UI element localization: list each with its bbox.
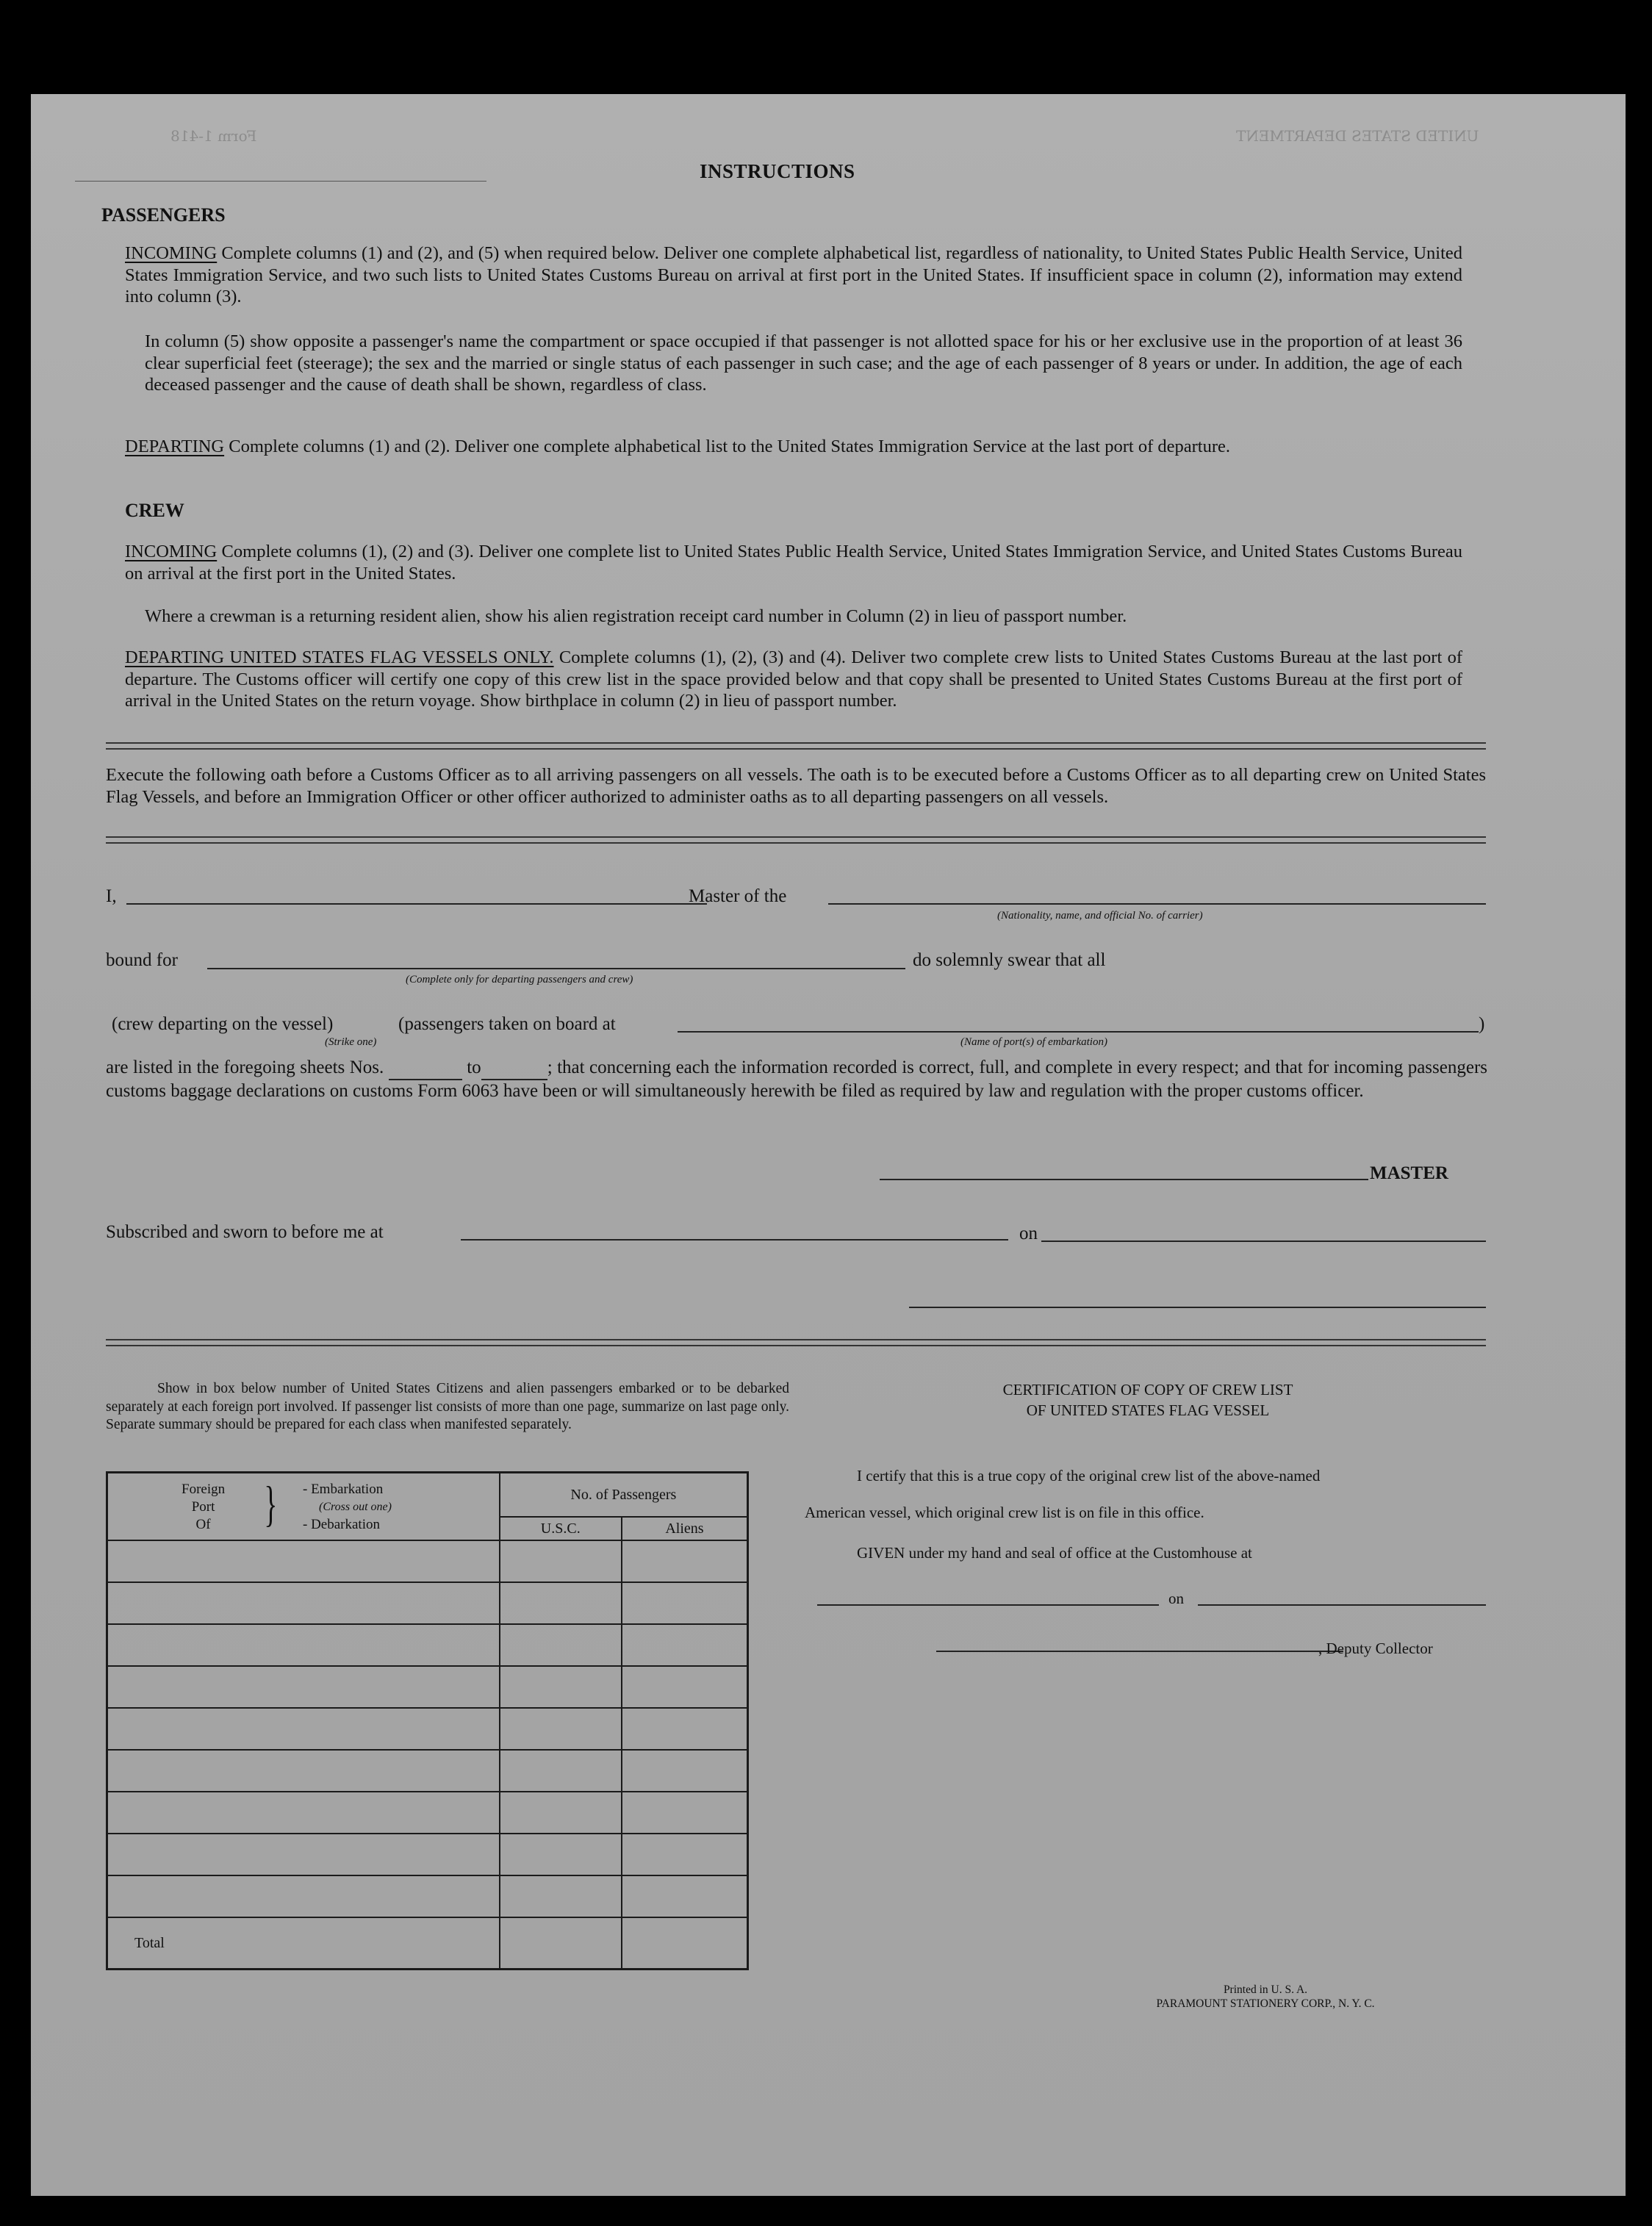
port-cell[interactable] bbox=[107, 1540, 500, 1582]
passengers-departing-paragraph bbox=[125, 436, 1462, 458]
bleed-through-left: Form 1-418 bbox=[170, 127, 257, 145]
usc-cell[interactable] bbox=[500, 1708, 622, 1750]
passengers-departing-label: DEPARTING bbox=[125, 437, 225, 456]
cert-on-label: on bbox=[1168, 1590, 1184, 1607]
usc-total-cell[interactable] bbox=[500, 1917, 622, 1970]
listed-sheets-text-b: ; that concerning each the information recorded is correct, full, and complete in every respect; and that for incoming passengers customs baggage declarations on customs Form 6063 have been or will simultaneously herewith be filed as required by law and regulation with the proper customs officer. bbox=[106, 1058, 1487, 1101]
ports-note: (Name of port(s) of embarkation) bbox=[960, 1036, 1107, 1048]
page-title: INSTRUCTIONS bbox=[700, 160, 855, 182]
passengers-column5-paragraph: In column (5) show opposite a passenger's name the compartment or space occupied if that passenger is not allotted space for his or her exclusive use in the proportion of at least 36 clear superficial feet (steerage); the sex and the married or single status of each passenger in such case; and the age of each passenger of 8 years or under. In addition, the age of each deceased passenger and the cause of death shall be shown, regardless of class. bbox=[145, 331, 1462, 395]
table-row bbox=[107, 1666, 748, 1708]
brace-icon: } bbox=[264, 1476, 278, 1532]
port-cell[interactable] bbox=[107, 1792, 500, 1834]
listed-sheets-paragraph bbox=[106, 1057, 1487, 1102]
passengers-incoming-text: Complete columns (1) and (2), and (5) when required below. Deliver one complete alphabetical list, regardless of nationality, to United States Public Health Service, United States Immigration Service, and two such lists to United States Customs Bureau on arrival at first port in the United States. If insufficient space in column (2), information may extend into column (3). bbox=[125, 243, 1462, 306]
crew-incoming-paragraph bbox=[125, 541, 1462, 584]
oath-intro: Execute the following oath before a Customs Officer as to all arriving passengers on all vessels. The oath is to be executed before a Customs Officer as to all departing crew on United States Flag Vessels, and before an Immigration Officer or other officer authorized to administer oaths as to all departing passengers on all vessels. bbox=[106, 765, 1486, 807]
crew-incoming-label: INCOMING bbox=[125, 542, 218, 561]
listed-sheets-text-a: are listed in the foregoing sheets Nos. bbox=[106, 1058, 384, 1077]
crew-departing-text: Complete columns (1), (2), (3) and (4). Deliver two complete crew lists to United States Customs Bureau at the last port of departure. The Customs officer will certify one copy of this crew list in the space provided below and that copy shall be presented to United States Customs Bureau at the first port of arrival in the United States on the return voyage. Show birthplace in column (2) in lieu of passport number. bbox=[125, 647, 1462, 711]
passengers-incoming-paragraph bbox=[125, 243, 1462, 308]
sworn-on-label: on bbox=[1019, 1224, 1038, 1243]
passengers-taken-option[interactable]: (passengers taken on board at bbox=[398, 1014, 616, 1034]
table-row bbox=[107, 1834, 748, 1875]
passengers-departing-text: Complete columns (1) and (2). Deliver one complete alphabetical list to the United States Immigration Service at the last port of departure. bbox=[224, 437, 1230, 456]
table-row bbox=[107, 1875, 748, 1917]
sheet-from-field[interactable] bbox=[389, 1057, 462, 1080]
deputy-collector-signature-field[interactable] bbox=[936, 1651, 1343, 1652]
master-name-field[interactable] bbox=[126, 903, 707, 905]
crew-departing-option[interactable]: (crew departing on the vessel) bbox=[112, 1014, 334, 1034]
aliens-cell[interactable] bbox=[622, 1750, 748, 1792]
master-signature-label: MASTER bbox=[1370, 1163, 1448, 1183]
table-row bbox=[107, 1750, 748, 1792]
passenger-summary-table bbox=[106, 1471, 749, 1970]
aliens-cell[interactable] bbox=[622, 1875, 748, 1917]
close-paren: ) bbox=[1479, 1014, 1485, 1034]
crew-departing-paragraph bbox=[125, 647, 1462, 712]
usc-cell[interactable] bbox=[500, 1582, 622, 1624]
listed-to-label: to bbox=[467, 1058, 481, 1077]
sheet-to-field[interactable] bbox=[481, 1057, 547, 1080]
no-passengers-header: No. of Passengers bbox=[500, 1473, 748, 1518]
crew-resident-paragraph: Where a crewman is a returning resident alien, show his alien registration receipt card number in Column (2) in lieu of passport number. bbox=[145, 606, 1127, 626]
officer-signature-field[interactable] bbox=[909, 1307, 1486, 1308]
usc-cell[interactable] bbox=[500, 1834, 622, 1875]
port-cell[interactable] bbox=[107, 1834, 500, 1875]
section-divider-2 bbox=[106, 836, 1486, 844]
sworn-location-field[interactable] bbox=[461, 1239, 1008, 1241]
port-cell[interactable] bbox=[107, 1666, 500, 1708]
port-header-cell bbox=[107, 1473, 500, 1541]
passengers-heading: PASSENGERS bbox=[101, 204, 226, 226]
section-divider-1 bbox=[106, 742, 1486, 750]
bound-for-note: (Complete only for departing passengers and crew) bbox=[406, 974, 633, 985]
carrier-field[interactable] bbox=[828, 903, 1486, 905]
strike-one-note: (Strike one) bbox=[325, 1036, 377, 1048]
aliens-cell[interactable] bbox=[622, 1624, 748, 1666]
table-row bbox=[107, 1708, 748, 1750]
aliens-cell[interactable] bbox=[622, 1540, 748, 1582]
bleed-through-right: UNITED STATES DEPARTMENT bbox=[1236, 127, 1479, 145]
crew-departing-label: DEPARTING UNITED STATES FLAG VESSELS ONLY. bbox=[125, 647, 554, 667]
port-cell[interactable] bbox=[107, 1875, 500, 1917]
swear-label: do solemnly swear that all bbox=[913, 950, 1106, 970]
aliens-cell[interactable] bbox=[622, 1666, 748, 1708]
crew-heading: CREW bbox=[125, 500, 184, 521]
bound-for-field[interactable] bbox=[207, 968, 905, 969]
embark-debark-label: - Embarkation (Cross out one) - Debarkation bbox=[303, 1482, 392, 1532]
oath-i-label: I, bbox=[106, 886, 117, 906]
aliens-total-cell[interactable] bbox=[622, 1917, 748, 1970]
certification-title: CERTIFICATION OF COPY OF CREW LIST OF UNITED STATES FLAG VESSEL bbox=[1002, 1381, 1293, 1419]
deputy-collector-label: , Deputy Collector bbox=[1318, 1640, 1433, 1657]
crew-incoming-text: Complete columns (1), (2) and (3). Deliver one complete list to United States Public Health Service, United States Immigration Service, and United States Customs Bureau on arrival at the first port in the United States. bbox=[125, 542, 1462, 584]
aliens-header: Aliens bbox=[622, 1517, 748, 1540]
usc-cell[interactable] bbox=[500, 1750, 622, 1792]
usc-cell[interactable] bbox=[500, 1624, 622, 1666]
table-row bbox=[107, 1582, 748, 1624]
subscribed-label: Subscribed and sworn to before me at bbox=[106, 1222, 384, 1242]
total-row bbox=[107, 1917, 748, 1970]
sworn-date-field[interactable] bbox=[1041, 1241, 1486, 1242]
port-cell[interactable] bbox=[107, 1750, 500, 1792]
passengers-incoming-label: INCOMING bbox=[125, 243, 218, 263]
table-row bbox=[107, 1792, 748, 1834]
foreign-port-of-label: Foreign Port Of bbox=[182, 1482, 226, 1532]
certify-line-2: American vessel, which original crew list is on file in this office. bbox=[805, 1504, 1204, 1521]
port-cell[interactable] bbox=[107, 1582, 500, 1624]
table-row bbox=[107, 1540, 748, 1582]
usc-cell[interactable] bbox=[500, 1666, 622, 1708]
cert-date-field[interactable] bbox=[1198, 1604, 1486, 1606]
ports-embarkation-field[interactable] bbox=[678, 1031, 1479, 1033]
aliens-cell[interactable] bbox=[622, 1834, 748, 1875]
aliens-cell[interactable] bbox=[622, 1708, 748, 1750]
given-under-hand: GIVEN under my hand and seal of office at the Customhouse at bbox=[857, 1544, 1252, 1562]
aliens-cell[interactable] bbox=[622, 1792, 748, 1834]
customhouse-field[interactable] bbox=[817, 1604, 1159, 1606]
certify-line-1: I certify that this is a true copy of the original crew list of the above-named bbox=[857, 1467, 1321, 1484]
usc-cell[interactable] bbox=[500, 1792, 622, 1834]
total-label: Total bbox=[107, 1917, 500, 1970]
printer-imprint: Printed in U. S. A. PARAMOUNT STATIONERY CORP., N. Y. C. bbox=[1156, 1983, 1375, 2010]
carrier-note: (Nationality, name, and official No. of carrier) bbox=[997, 910, 1203, 922]
usc-header: U.S.C. bbox=[500, 1517, 622, 1540]
port-cell[interactable] bbox=[107, 1624, 500, 1666]
summary-instructions: Show in box below number of United States Citizens and alien passengers embarked or to be debarked separately at each foreign port involved. If passenger list consists of more than one page, summarize on last page only. Separate summary should be prepared for each class when manifested separately. bbox=[106, 1381, 789, 1432]
usc-cell[interactable] bbox=[500, 1540, 622, 1582]
usc-cell[interactable] bbox=[500, 1875, 622, 1917]
aliens-cell[interactable] bbox=[622, 1582, 748, 1624]
header-rule bbox=[75, 181, 486, 182]
document-page bbox=[31, 94, 1626, 2196]
section-divider-3 bbox=[106, 1339, 1486, 1346]
bound-for-label: bound for bbox=[106, 950, 178, 970]
table-row bbox=[107, 1624, 748, 1666]
port-cell[interactable] bbox=[107, 1708, 500, 1750]
master-of-label: Master of the bbox=[689, 886, 787, 906]
master-signature-field[interactable] bbox=[880, 1179, 1368, 1180]
